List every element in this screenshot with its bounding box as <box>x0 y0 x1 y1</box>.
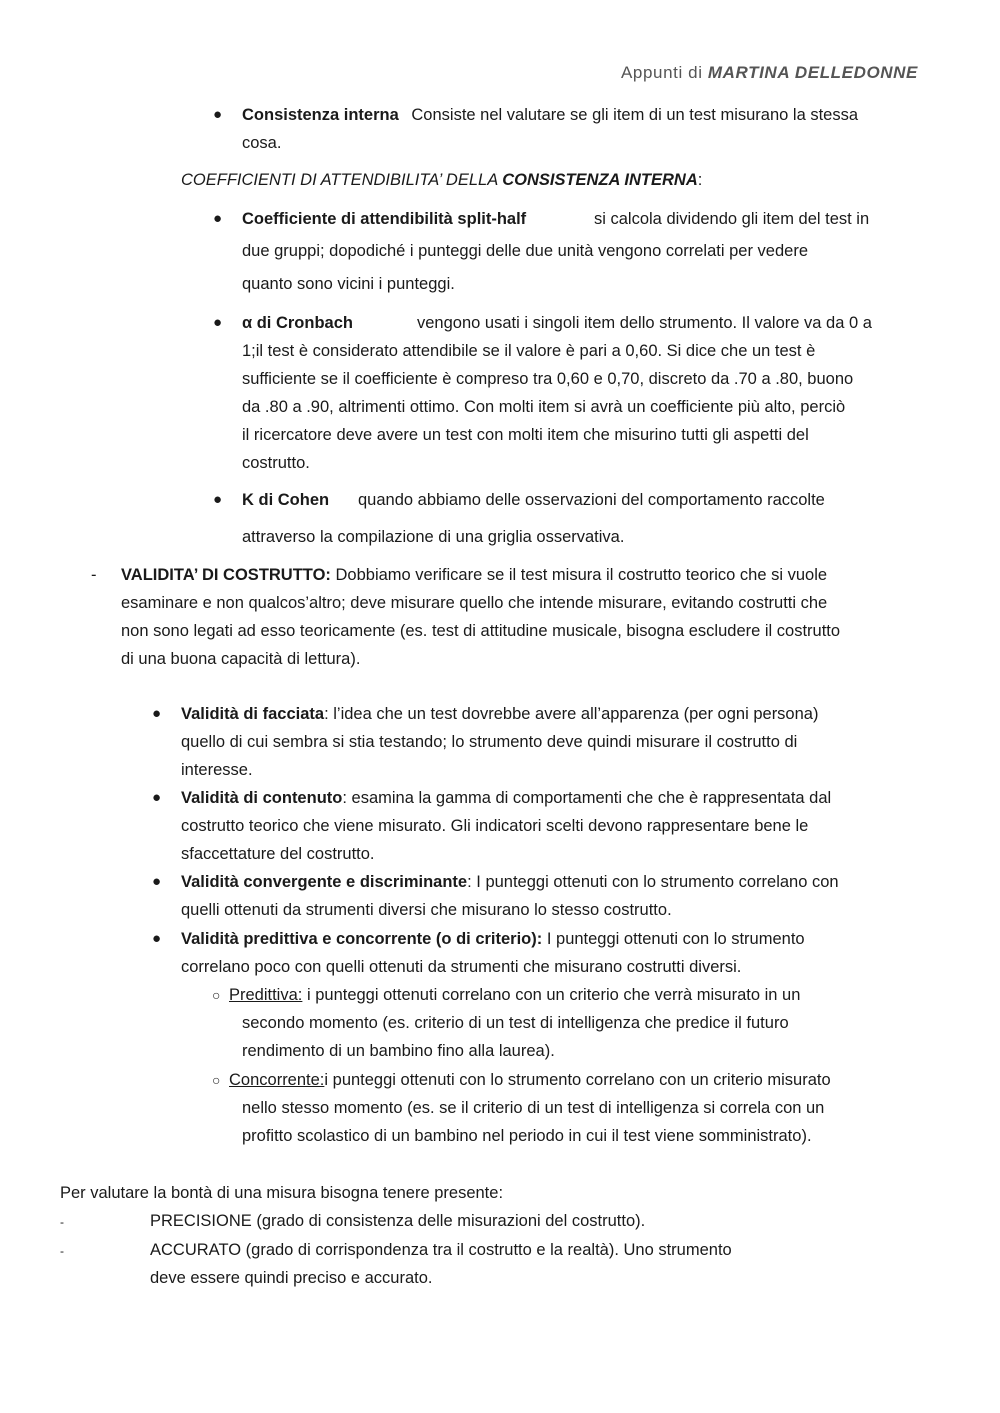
consistenza-text-1: Consiste nel valutare se gli item di un test misurano la stessa <box>411 106 859 124</box>
facciata-term: Validità di facciata <box>181 705 325 723</box>
cronbach-line-1: vengono usati i singoli item dello strumento. Il valore va da 0 a <box>417 314 872 332</box>
cronbach-line-2: 1;il test è considerato attendibile se il valore è pari a 0,60. Si dice che un test è <box>242 342 816 360</box>
predittiva-concorrente-line-2: correlano poco con quelli ottenuti da strumenti che misurano costrutti diversi. <box>181 958 742 976</box>
cronbach-term: α di Cronbach <box>242 314 353 332</box>
bullet-icon: ● <box>213 491 223 508</box>
contenuto-line-1: Validità di contenuto: esamina la gamma di comportamenti che che è rappresentata dal <box>181 789 832 807</box>
coefficienti-heading <box>181 170 702 190</box>
predittiva-line-2: secondo momento (es. criterio di un test di intelligenza che predice il futuro <box>242 1014 789 1032</box>
predittiva-concorrente-line-1: Validità predittiva e concorrente (o di criterio): I punteggi ottenuti con lo strumento <box>181 930 805 948</box>
split-half-line-2: due gruppi; dopodiché i punteggi delle due unità vengono correlati per vedere <box>242 242 808 260</box>
validita-line-1: VALIDITA’ DI COSTRUTTO: Dobbiamo verificare se il test misura il costrutto teorico che si vuole <box>121 566 828 584</box>
validita-line-3: non sono legati ad esso teoricamente (es. test di attitudine musicale, bisogna escludere il costrutto <box>121 622 841 640</box>
validita-line-4: di una buona capacità di lettura). <box>121 650 361 668</box>
predittiva-line-3: rendimento di un bambino fino alla laurea). <box>242 1042 555 1060</box>
consistenza-line-1 <box>242 105 858 125</box>
bullet-icon: ● <box>152 930 162 947</box>
split-half-line-3: quanto sono vicini i punteggi. <box>242 275 455 293</box>
predittiva-concorrente-term: Validità predittiva e concorrente (o di criterio): <box>181 930 543 948</box>
bullet-icon: ● <box>152 789 162 806</box>
bullet-icon: ● <box>213 210 223 227</box>
bonta-intro: Per valutare la bontà di una misura bisogna tenere presente: <box>60 1184 504 1202</box>
coefficienti-heading-colon: : <box>697 171 703 189</box>
facciata-line-2: quello di cui sembra si stia testando; lo strumento deve quindi misurare il costrutto di <box>181 733 798 751</box>
concorrente-line-3: profitto scolastico di un bambino nel periodo in cui il test viene somministrato). <box>242 1127 812 1145</box>
coefficienti-heading-part2: CONSISTENZA INTERNA <box>502 171 698 189</box>
convergente-term: Validità convergente e discriminante <box>181 873 468 891</box>
cronbach-line-6: costrutto. <box>242 454 310 472</box>
predittiva-term: Predittiva: <box>229 986 303 1004</box>
cronbach-line-3: sufficiente se il coefficiente è compreso tra 0,60 e 0,70, discreto da .70 a .80, buono <box>242 370 854 388</box>
concorrente-line-1: Concorrente:i punteggi ottenuti con lo strumento correlano con un criterio misurato <box>229 1071 831 1089</box>
concorrente-term: Concorrente: <box>229 1071 325 1089</box>
coefficienti-heading-part1: COEFFICIENTI DI ATTENDIBILITA’ DELLA <box>181 171 498 189</box>
bonta-item-accurato-line-1: ACCURATO (grado di corrispondenza tra il costrutto e la realtà). Uno strumento <box>150 1241 732 1259</box>
contenuto-line-2: costrutto teorico che viene misurato. Gli indicatori scelti devono rappresentare bene le <box>181 817 809 835</box>
bonta-item-accurato-line-2: deve essere quindi preciso e accurato. <box>150 1269 433 1287</box>
cohen-term: K di Cohen <box>242 491 330 509</box>
split-half-term: Coefficiente di attendibilità split-half <box>242 210 527 228</box>
bullet-icon: ● <box>213 314 223 331</box>
contenuto-term: Validità di contenuto <box>181 789 343 807</box>
page-header <box>621 63 918 83</box>
cronbach-line-4: da .80 a .90, altrimenti ottimo. Con molti item si avrà un coefficiente più alto, perciò <box>242 398 846 416</box>
circle-bullet-icon: ○ <box>212 1072 221 1088</box>
validita-term: VALIDITA’ DI COSTRUTTO: <box>121 566 331 584</box>
convergente-line-1: Validità convergente e discriminante: I punteggi ottenuti con lo strumento correlano con <box>181 873 839 891</box>
dash-marker: - <box>60 1244 64 1258</box>
concorrente-line-2: nello stesso momento (es. se il criterio di un test di intelligenza si correla con un <box>242 1099 825 1117</box>
consistenza-line-2: cosa. <box>242 134 282 152</box>
facciata-line-1: Validità di facciata: l’idea che un test dovrebbe avere all’apparenza (per ogni persona) <box>181 705 819 723</box>
bonta-item-precisione: PRECISIONE (grado di consistenza delle misurazioni del costrutto). <box>150 1212 646 1230</box>
predittiva-line-1: Predittiva: i punteggi ottenuti correlano con un criterio che verrà misurato in un <box>229 986 801 1004</box>
facciata-line-3: interesse. <box>181 761 253 779</box>
bullet-icon: ● <box>213 106 223 123</box>
header-prefix: Appunti di <box>620 63 703 82</box>
contenuto-line-3: sfaccettature del costrutto. <box>181 845 375 863</box>
split-half-line-1: si calcola dividendo gli item del test in <box>594 210 870 228</box>
convergente-line-2: quelli ottenuti da strumenti diversi che misurano lo stesso costrutto. <box>181 901 672 919</box>
dash-marker: - <box>60 1215 64 1229</box>
header-author: MARTINA DELLEDONNE <box>707 63 918 82</box>
consistenza-term: Consistenza interna <box>242 106 399 124</box>
circle-bullet-icon: ○ <box>212 987 221 1003</box>
dash-marker: - <box>91 566 97 584</box>
cohen-line-1: quando abbiamo delle osservazioni del comportamento raccolte <box>358 491 825 509</box>
bullet-icon: ● <box>152 873 162 890</box>
validita-line-2: esaminare e non qualcos’altro; deve misurare quello che intende misurare, evitando costrutti che <box>121 594 828 612</box>
cohen-line-2: attraverso la compilazione di una griglia osservativa. <box>242 528 625 546</box>
cronbach-line-5: il ricercatore deve avere un test con molti item che misurino tutti gli aspetti del <box>242 426 809 444</box>
bullet-icon: ● <box>152 705 162 722</box>
